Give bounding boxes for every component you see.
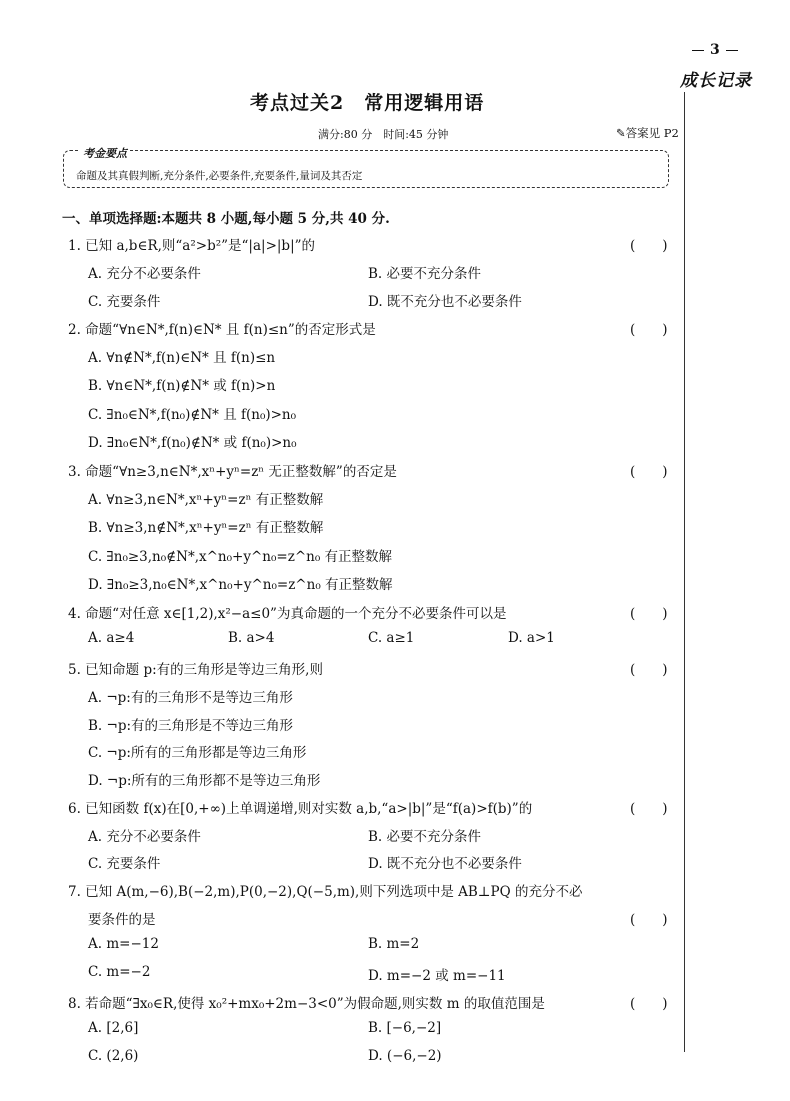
answer-paren[interactable]: ( ) (630, 238, 668, 254)
question-4-stem: 4. 命题“对任意 x∈[1,2),x²−a≤0”为真命题的一个充分不必要条件可以是 (68, 606, 507, 622)
option: C. ¬p:所有的三角形都是等边三角形 (88, 745, 307, 761)
section-heading: 一、单项选择题:本题共 8 小题,每小题 5 分,共 40 分. (62, 211, 390, 227)
option: D. m=−2 或 m=−11 (368, 968, 506, 984)
option: C. a≥1 (368, 630, 415, 646)
option: C. m=−2 (88, 964, 151, 980)
option: D. 既不充分也不必要条件 (368, 856, 522, 872)
option: A. a≥4 (88, 630, 135, 646)
question-7-stem: 7. 已知 A(m,−6),B(−2,m),P(0,−2),Q(−5,m),则下列选项中是 AB⊥PQ 的充分不必 (68, 884, 583, 900)
answer-reference: ✎答案见 P2 (616, 126, 679, 140)
option: B. ∀n∈N*,f(n)∉N* 或 f(n)>n (88, 378, 276, 394)
option: D. a>1 (508, 630, 555, 646)
option: C. 充要条件 (88, 856, 161, 872)
option: C. (2,6) (88, 1048, 139, 1064)
option: D. ¬p:所有的三角形都不是等边三角形 (88, 773, 321, 789)
answer-paren[interactable]: ( ) (630, 662, 668, 678)
page-title: 考点过关2 常用逻辑用语 (250, 92, 485, 114)
side-title: 成长记录 (680, 71, 752, 91)
option: A. 充分不必要条件 (88, 829, 201, 845)
option: C. ∃n₀∈N*,f(n₀)∉N* 且 f(n₀)>n₀ (88, 407, 297, 423)
margin-divider (684, 92, 685, 1052)
answer-paren[interactable]: ( ) (630, 996, 668, 1012)
question-3-stem: 3. 命题“∀n≥3,n∈N*,xⁿ+yⁿ=zⁿ 无正整数解”的否定是 (68, 464, 397, 480)
option: A. ¬p:有的三角形不是等边三角形 (88, 690, 293, 706)
option: B. ¬p:有的三角形是不等边三角形 (88, 718, 294, 734)
option: A. [2,6] (88, 1020, 139, 1036)
score-time: 满分:80 分 时间:45 分钟 (318, 128, 449, 141)
option: D. 既不充分也不必要条件 (368, 294, 522, 310)
answer-paren[interactable]: ( ) (630, 801, 668, 817)
question-1-stem: 1. 已知 a,b∈R,则“a²>b²”是“|a|>|b|”的 (68, 238, 316, 254)
page-number: 3 (686, 42, 744, 58)
question-6-stem: 6. 已知函数 f(x)在[0,+∞)上单调递增,则对实数 a,b,“a>|b|”是“f(a)>f(b)”的 (68, 801, 533, 817)
option: C. ∃n₀≥3,n₀∉N*,x^n₀+y^n₀=z^n₀ 有正整数解 (88, 549, 393, 565)
question-7-stem-cont: 要条件的是 (88, 912, 156, 928)
option: B. a>4 (228, 630, 275, 646)
option: D. ∃n₀≥3,n₀∈N*,x^n₀+y^n₀=z^n₀ 有正整数解 (88, 577, 393, 593)
answer-paren[interactable]: ( ) (630, 464, 668, 480)
option: A. m=−12 (88, 936, 159, 952)
option: D. ∃n₀∈N*,f(n₀)∉N* 或 f(n₀)>n₀ (88, 435, 297, 451)
option: D. (−6,−2) (368, 1048, 442, 1064)
pencil-icon: ✎ (616, 126, 626, 140)
question-2-stem: 2. 命题“∀n∈N*,f(n)∈N* 且 f(n)≤n”的否定形式是 (68, 322, 376, 338)
option: B. ∀n≥3,n∉N*,xⁿ+yⁿ=zⁿ 有正整数解 (88, 520, 324, 536)
option: A. ∀n∉N*,f(n)∈N* 且 f(n)≤n (88, 350, 276, 366)
option: C. 充要条件 (88, 294, 161, 310)
option: B. m=2 (368, 936, 420, 952)
answer-paren[interactable]: ( ) (630, 322, 668, 338)
option: B. [−6,−2] (368, 1020, 442, 1036)
option: B. 必要不充分条件 (368, 266, 482, 282)
key-points-heading: 考金要点 (80, 145, 130, 161)
answer-paren[interactable]: ( ) (630, 606, 668, 622)
option: A. 充分不必要条件 (88, 266, 201, 282)
key-points-body: 命题及其真假判断,充分条件,必要条件,充要条件,量词及其否定 (76, 170, 363, 182)
option: B. 必要不充分条件 (368, 829, 482, 845)
answer-paren[interactable]: ( ) (630, 912, 668, 928)
question-8-stem: 8. 若命题“∃x₀∈R,使得 x₀²+mx₀+2m−3<0”为假命题,则实数 m 的取值范围是 (68, 996, 545, 1012)
question-5-stem: 5. 已知命题 p:有的三角形是等边三角形,则 (68, 662, 323, 678)
option: A. ∀n≥3,n∈N*,xⁿ+yⁿ=zⁿ 有正整数解 (88, 492, 324, 508)
